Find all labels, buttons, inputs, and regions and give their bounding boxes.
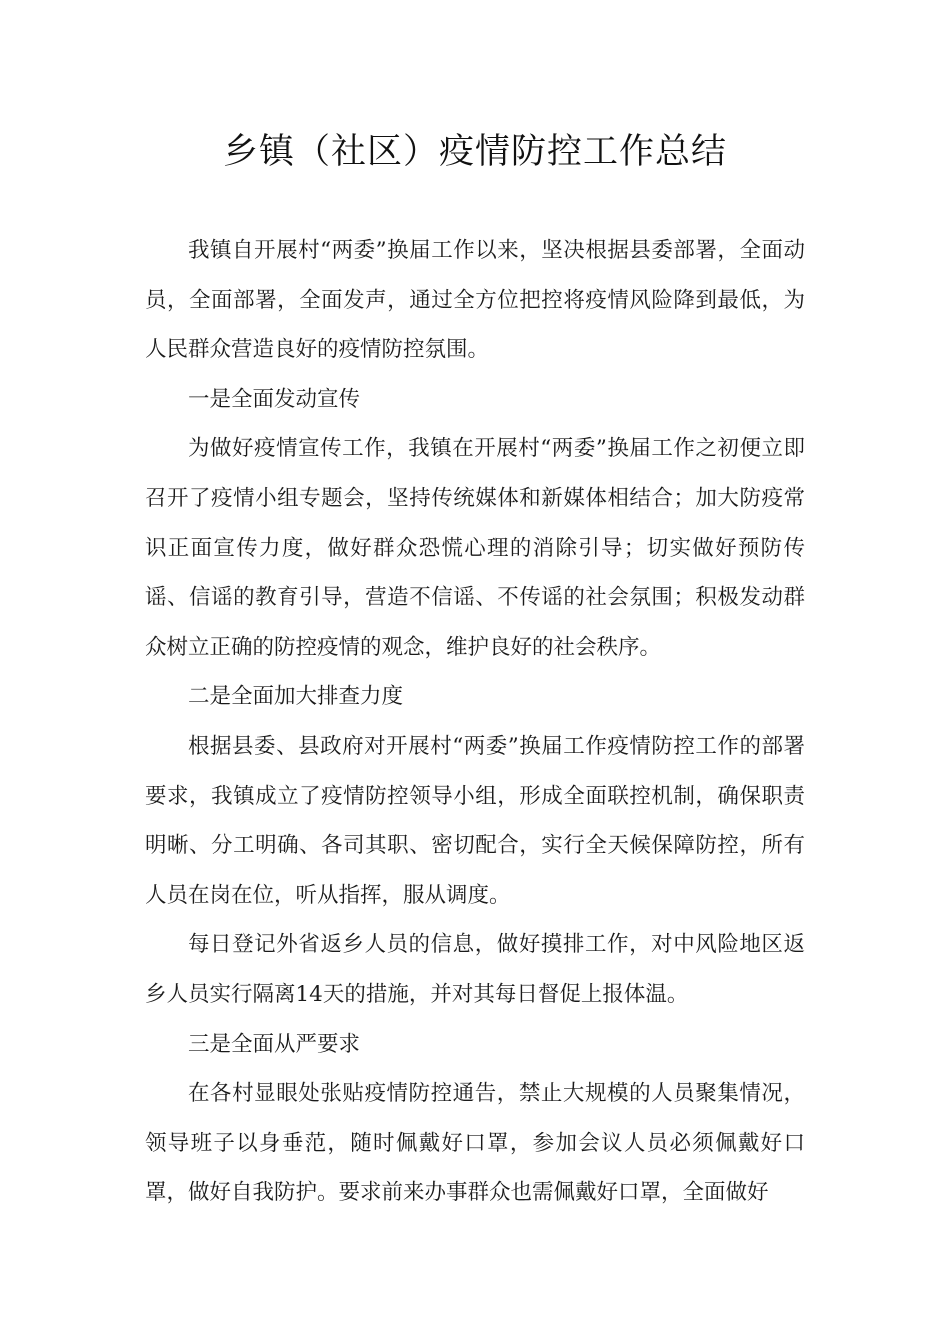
paragraph-publicity: 为做好疫情宣传工作，我镇在开展村“两委”换届工作之初便立即召开了疫情小组专题会，坚持传统媒体和新媒体相结合；加大防疫常识正面宣传力度，做好群众恐慌心理的消除引导；切实做好预防传谣、信谣的教育引导，营造不信谣、不传谣的社会氛围；积极发动群众树立正确的防控疫情的观念，维护良好的社会秩序。 [145, 436, 805, 660]
paragraph-intro: 我镇自开展村“两委”换届工作以来，坚决根据县委部署，全面动员，全面部署，全面发声，通过全方位把控将疫情风险降到最低，为人民群众营造良好的疫情防控氛围。 [145, 238, 805, 363]
paragraph-requirements: 在各村显眼处张贴疫情防控通告，禁止大规模的人员聚集情况，领导班子以身垂范，随时佩戴好口罩，参加会议人员必须佩戴好口罩，做好自我防护。要求前来办事群众也需佩戴好口罩，全面做好 [145, 1081, 805, 1206]
paragraph-registration: 每日登记外省返乡人员的信息，做好摸排工作，对中风险地区返乡人员实行隔离14天的措施，并对其每日督促上报体温。 [145, 932, 805, 1007]
document-body [145, 226, 805, 1218]
section-heading-3: 三是全面从严要求 [188, 1031, 361, 1057]
section-heading-1: 一是全面发动宣传 [188, 386, 361, 412]
section-heading-2: 二是全面加大排查力度 [188, 684, 404, 710]
paragraph-inspection: 根据县委、县政府对开展村“两委”换届工作疫情防控工作的部署要求，我镇成立了疫情防控领导小组，形成全面联控机制，确保职责明晰、分工明确、各司其职、密切配合，实行全天候保障防控，所有人员在岗在位，听从指挥，服从调度。 [145, 733, 805, 908]
document-title: 乡镇（社区）疫情防控工作总结 [222, 132, 727, 172]
